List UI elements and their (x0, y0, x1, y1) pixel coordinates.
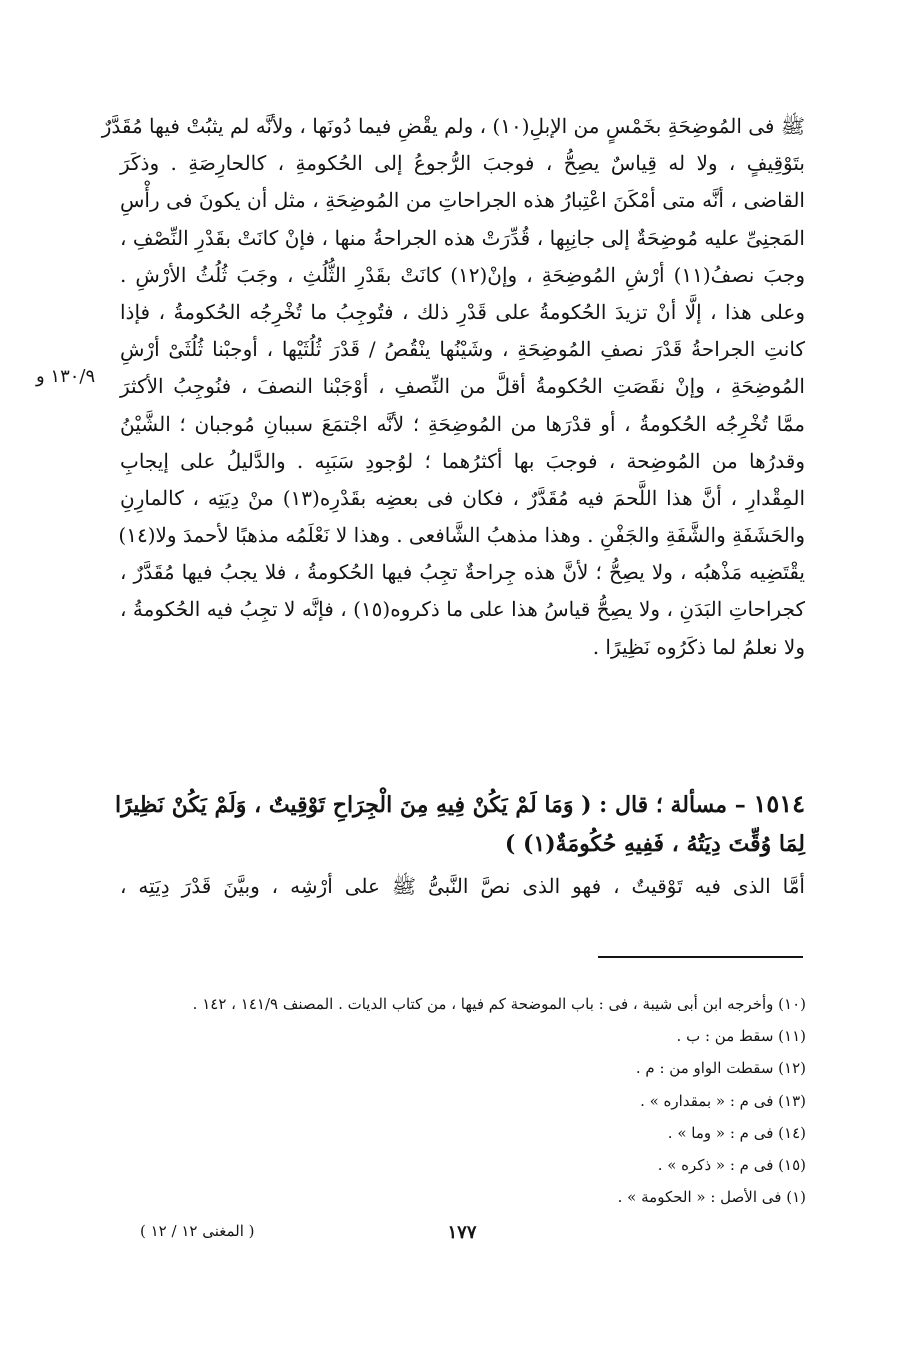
footnote: (١٢) سقطت الواو من : م . (635, 1059, 806, 1078)
margin-folio-note: ١٣٠/٩ و (36, 366, 96, 387)
masala-number: ١٥١٤ (753, 789, 805, 818)
text-line: بتَوْقِيفٍ ، ولا له قِياسٌ يصِحُّ ، فوجبَ الرُّجوعُ إلى الحُكومةِ ، كالحارِصَةِ . وذكَرَ (120, 151, 805, 176)
running-reference: ( المغنى ١٢ / ١٢ ) (140, 1222, 255, 1240)
text-line: المَجنِىِّ عليه مُوضِحَةٌ إلى جانِبِها ، قُدِّرَتْ هذه الجراحةُ منها ، فإنْ كانَتْ بقَدْرِ النِّصْفِ ، (120, 225, 805, 250)
text-line: وعلى هذا ، إلَّا أنْ تزيدَ الحُكومةُ على قَدْرِ ذلك ، فتُوجِبُ ما تُخْرِجُه الحُكومةُ ، فإذا (120, 299, 805, 324)
masala-heading (115, 784, 805, 864)
text-line: المِقْدارِ ، أنَّ هذا اللَّحمَ فيه مُقَدَّرٌ ، فكان فى بعضِه بقَدْرِه(١٣) منْ دِيَتِه ، كالمارِنِ (120, 485, 805, 510)
text-line: يقْتَضِيه مَذْهبُه ، ولا يصِحُّ ؛ لأنَّ هذه جِراحةٌ تجِبُ فيها الحُكومةُ ، فلا يجبُ فيها مُقَدَّرٌ ، (120, 560, 806, 585)
text-line: كانتِ الجراحةُ قَدْرَ نصفِ المُوضِحَةِ ، وشَيْنُها ينْقُصُ / قَدْرَ ثُلُثَيْها ، أوجبْنا ثُلُثَىْ أرْشِ (120, 337, 805, 362)
text-line: أمَّا الذى فيه تَوْقيتٌ ، فهو الذى نصَّ النَّبىُّ ﷺ على أرْشِه ، وبيَّنَ قَدْرَ دِيَتِه ، (120, 874, 805, 898)
text-line: كجراحاتِ البَدَنِ ، ولا يصِحُّ قياسُ هذا على ما ذكروه(١٥) ، فإنَّه لا تجِبُ فيه الحُكومةُ ، (120, 597, 806, 622)
masala-heading-line2: لِمَا وُقِّتَ دِيَتُهُ ، فَفِيهِ حُكُومَةٌ(١) ) (504, 831, 805, 857)
text-line: المُوضِحَةِ ، وإنْ نقَصَتِ الحُكومةُ أقلَّ من النِّصفِ ، أوْجَبْنا النصفَ ، فنُوجِبُ الأكثرَ (120, 374, 805, 399)
footnotes (120, 988, 806, 1213)
text-line: القاضى ، أنَّه متى أمْكَنَ اعْتِبارُ هذه الجراحاتِ من المُوضِحَةِ ، مثل أن يكونَ فى رأْسِ (120, 188, 805, 213)
footnote: (١) فى الأصل : « الحكومة » . (617, 1188, 806, 1207)
main-text-block (101, 108, 806, 666)
commentary-block (120, 868, 805, 905)
footnote: (١٤) فى م : « وما » . (667, 1123, 806, 1142)
footnote: (١٥) فى م : « ذكره » . (657, 1155, 806, 1174)
text-line: وقدرُها من المُوضِحة ، فوجبَ بها أكثرُهما ؛ لوُجودِ سَبَبِه . والدَّليلُ على إيجابِ (120, 448, 805, 473)
footnote: (١٠) وأخرجه ابن أبى شيبة ، فى : باب الموضحة كم فيها ، من كتاب الديات . المصنف ١٤١/٩ ، ١٤٢ . (192, 995, 806, 1013)
footnote: (١١) سقط من : ب . (676, 1027, 806, 1046)
page-number: ١٧٧ (447, 1222, 477, 1243)
footnote-divider (598, 956, 803, 958)
text-line: والحَشَفَةِ والشَّفَةِ والجَفْنِ . وهذا مذهبُ الشَّافعى . وهذا لا نَعْلَمُه مذهبًا لأحمدَ ولا(١٤) (118, 523, 805, 548)
text-line: ﷺ فى المُوضِحَةِ بخَمْسٍ من الإبلِ(١٠) ، ولم يقْضِ فيما دُونَها ، ولأنَّه لم يثبُتْ فيها مُقَدَّرٌ (101, 114, 805, 138)
masala-heading-text: – مسألة ؛ قال : ( وَمَا لَمْ يَكُنْ فِيهِ مِنَ الْجِرَاحِ تَوْقِيتٌ ، وَلَمْ يَكُنْ نَظِيرًا (115, 792, 746, 818)
text-line: ممَّا تُخْرِجُه الحُكومةُ ، أو قدْرَها من المُوضِحَةِ ؛ لأنَّه اجْتمَعَ سببانِ مُوجبان ؛ الشَّيْنُ (120, 411, 805, 436)
text-line: وجبَ نصفُ(١١) أرْشِ المُوضِحَةِ ، وإنْ(١٢) كانَتْ بقَدْرِ الثُّلُثِ ، وجَبَ ثُلُثُ الأرْشِ . (120, 262, 805, 287)
footnote: (١٣) فى م : « بمقداره » . (640, 1091, 806, 1110)
text-line: ولا نعلمُ لما ذكَرُوه نَظِيرًا . (592, 634, 805, 659)
